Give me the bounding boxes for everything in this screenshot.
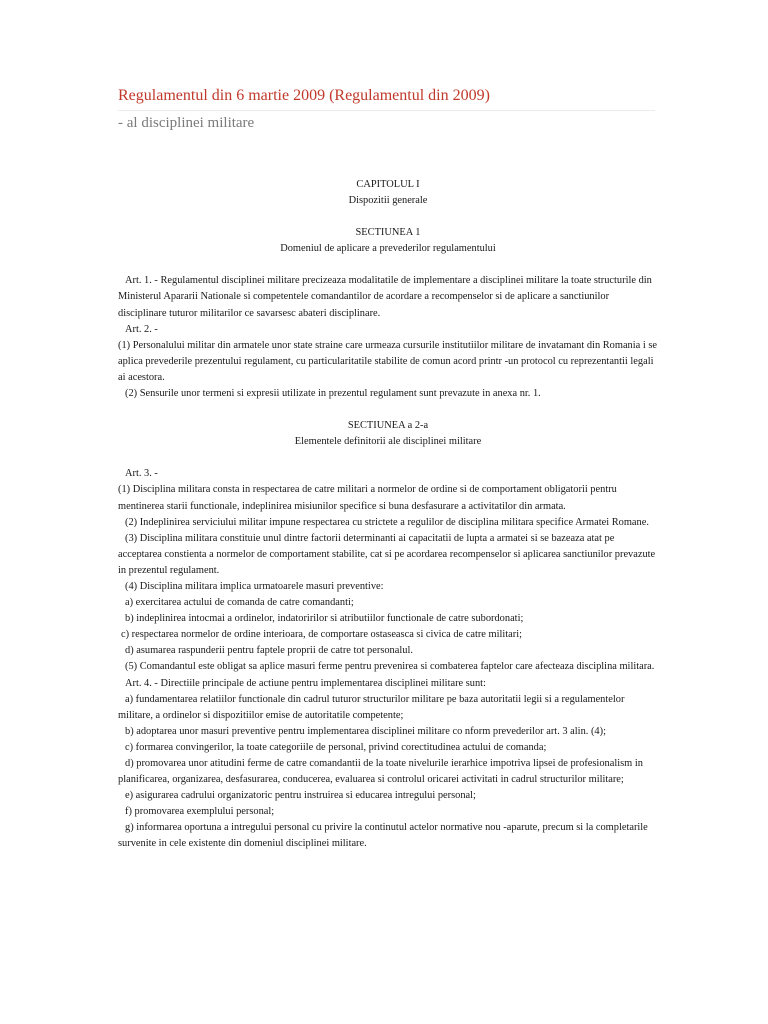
article-paragraph: Art. 2. - — [125, 323, 158, 335]
chapter-heading: CAPITOLUL I — [356, 179, 420, 190]
list-item: d) asumarea raspunderii pentru faptele proprii de catre tot personalul. — [125, 645, 413, 657]
section-2-heading: SECTIUNEA a 2-a — [347, 420, 429, 432]
article-paragraph: (3) Disciplina militara constituie unul dintre factorii determinanti ai capacitatii de lupta a armatei si se bazeaza atat pe acceptarea constienta a normelor de comportament stabilite, cat si pe acordarea recompenselor si aplicarea sanctiunilor prevazute in prezentul regulament. — [118, 532, 656, 576]
article-paragraph: (1) Personalului militar din armatele unor state straine care urmeaza cursurile institutiilor militare de invatamant din Romania i se aplica prevederile prezentului regulament, cu particularitatile stabilite de comun acord printr -un protocol cu reprezentantii legali ai acestora. — [118, 339, 657, 383]
list-item: c) formarea convingerilor, la toate categoriile de personal, privind corectitudinea actului de comanda; — [125, 741, 547, 753]
list-item: a) fundamentarea relatiilor functionale din cadrul tuturor structurilor militare pe baza autoritatii legii si a regulamentelor militare, a ordinelor si dispozitiilor emise de autoritatile competente; — [118, 693, 625, 721]
document-title: Regulamentul din 6 martie 2009 (Regulamentul din 2009) — [118, 87, 490, 104]
list-item: b) indeplinirea intocmai a ordinelor, indatoririlor si atributiilor functionale de catre subordonati; — [125, 613, 524, 625]
article-paragraph: (2) Sensurile unor termeni si expresii utilizate in prezentul regulament sunt prevazute in anexa nr. 1. — [125, 388, 541, 400]
article-paragraph: (2) Indeplinirea serviciului militar impune respectarea cu strictete a regulilor de disciplina militara specifice Armatei Romane. — [125, 516, 649, 528]
article-paragraph: Art. 3. - — [125, 468, 158, 480]
list-item: f) promovarea exemplului personal; — [125, 806, 275, 818]
article-paragraph: (4) Disciplina militara implica urmatoarele masuri preventive: — [125, 580, 384, 592]
section-1-heading: SECTIUNEA 1 — [355, 227, 421, 239]
list-item: e) asigurarea cadrului organizatoric pentru instruirea si educarea intregului personal; — [125, 790, 476, 802]
article-paragraph: Art. 4. - Directiile principale de actiune pentru implementarea disciplinei militare sunt: — [125, 677, 486, 689]
document-body — [118, 177, 658, 853]
document-subtitle: - al disciplinei militare — [118, 115, 255, 131]
chapter-name: Dispozitii generale — [348, 195, 428, 207]
article-paragraph: (5) Comandantul este obligat sa aplice masuri ferme pentru prevenirea si combaterea faptelor care afecteaza disciplina militara. — [125, 661, 655, 673]
list-item: b) adoptarea unor masuri preventive pentru implementarea disciplinei militare co nform prevederilor art. 3 alin. (4); — [125, 725, 606, 737]
list-item: a) exercitarea actului de comanda de catre comandanti; — [125, 597, 354, 609]
section-2-name: Elementele definitorii ale disciplinei militare — [294, 436, 482, 448]
article-paragraph: (1) Disciplina militara consta in respectarea de catre militari a normelor de ordine si de comportament obligatorii pentru mentinerea starii functionale, indeplinirea misiunilor specifice si buna desfasurare a activitatilor din armata. — [118, 484, 617, 512]
article-paragraph: Art. 1. - Regulamentul disciplinei militare precizeaza modalitatile de implementare a disciplinei militare la toate structurile din Ministerul Apararii Nationale si competentele comandantilor de acordare a recompenselor si de aplicare a sanctiunilor disciplinare tuturor militarilor ce savarsesc abateri disciplinare. — [118, 275, 652, 319]
section-1-name: Domeniul de aplicare a prevederilor regulamentului — [280, 243, 496, 255]
title-divider — [118, 110, 655, 111]
list-item: c) respectarea normelor de ordine interioara, de comportare ostaseasca si civica de catre militari; — [121, 629, 522, 641]
list-item: d) promovarea unor atitudini ferme de catre comandantii de la toate nivelurile ierarhice impotriva lipsei de profesionalism in planificarea, organizarea, desfasurarea, conducerea, evaluarea si controlul oricarei activitati in cadrul structurilor militare; — [118, 758, 643, 786]
list-item: g) informarea oportuna a intregului personal cu privire la continutul actelor normative nou -aparute, precum si la completarile survenite in cele existente din domeniul disciplinei militare. — [118, 822, 648, 850]
